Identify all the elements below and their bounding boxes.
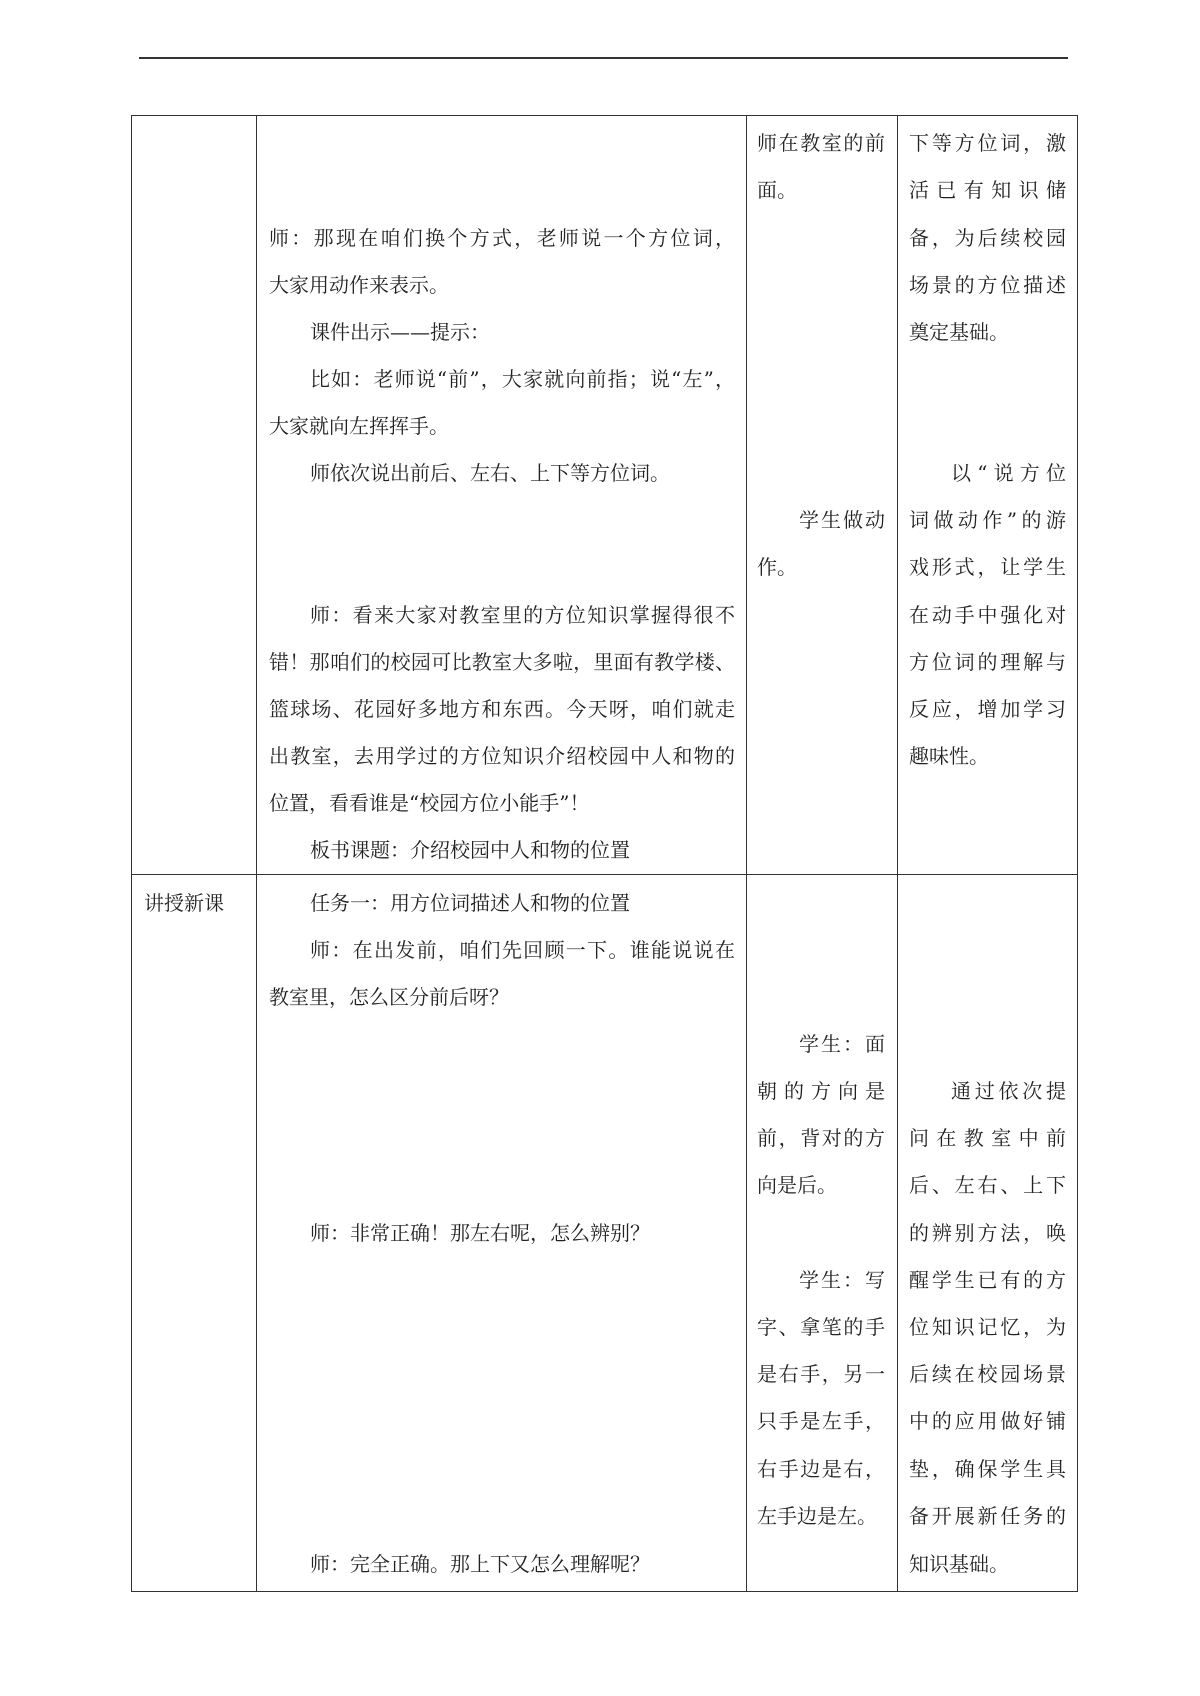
intent-text-line: 反应，增加学习 [909, 697, 1066, 721]
design-intent-cell [898, 116, 1078, 875]
intent-text-line: 在动手中强化对 [909, 603, 1066, 627]
teacher-text-line: 师：完全正确。那上下又怎么理解呢？ [310, 1552, 650, 1576]
intent-text-line: 戏形式，让学生 [909, 555, 1066, 579]
table-row [132, 116, 1078, 875]
teacher-activity-cell [257, 116, 747, 875]
teacher-text-line: 篮球场、花园好多地方和东西。今天呀，咱们就走 [269, 697, 735, 721]
teacher-text-line: 教室里，怎么区分前后呀？ [269, 985, 509, 1009]
intent-text-line: 奠定基础。 [909, 320, 1009, 344]
student-text-line: 学生做动 [799, 508, 885, 532]
intent-text-line: 通过依次提 [951, 1079, 1066, 1103]
intent-text-line: 趣味性。 [909, 744, 989, 768]
student-text-line: 左手边是左。 [757, 1504, 877, 1528]
intent-text-line: 后、左右、上下 [909, 1173, 1066, 1197]
teacher-text-line: 师：那现在咱们换个方式，老师说一个方位词， [269, 226, 735, 250]
stage-cell [132, 116, 257, 875]
intent-text-line: 方位词的理解与 [909, 650, 1066, 674]
teacher-text-line: 任务一：用方位词描述人和物的位置 [310, 891, 630, 915]
intent-text-line: 的辨别方法，唤 [909, 1221, 1066, 1245]
student-text-line: 只手是左手， [757, 1409, 885, 1433]
student-text-line: 字、拿笔的手 [757, 1315, 885, 1339]
intent-text-line: 备开展新任务的 [909, 1504, 1066, 1528]
teacher-text-line: 板书课题：介绍校园中人和物的位置 [310, 838, 630, 862]
student-text-line: 作。 [757, 555, 797, 579]
intent-text-line: 知识基础。 [909, 1552, 1009, 1576]
student-text-line: 学生：写 [799, 1268, 885, 1292]
teacher-text-line: 错！那咱们的校园可比教室大多啦，里面有教学楼、 [269, 650, 735, 674]
teacher-text-line: 比如：老师说“前”，大家就向前指；说“左”， [310, 367, 735, 391]
student-text-line: 向是后。 [757, 1173, 837, 1197]
intent-text-line: 场景的方位描述 [909, 273, 1066, 297]
stage-label: 讲授新课 [144, 891, 224, 915]
table-row [132, 875, 1078, 1592]
teacher-text-line: 位置，看看谁是“校园方位小能手”！ [269, 791, 590, 815]
intent-text-line: 备，为后续校园 [909, 226, 1066, 250]
teacher-text-line: 出教室，去用学过的方位知识介绍校园中人和物的 [269, 744, 735, 768]
intent-text-line: 醒学生已有的方 [909, 1268, 1066, 1292]
intent-text-line: 下等方位词，激 [909, 131, 1066, 155]
intent-text-line: 问在教室中前 [909, 1126, 1066, 1150]
intent-text-line: 垫，确保学生具 [909, 1457, 1066, 1481]
student-text-line: 朝的方向是 [757, 1079, 885, 1103]
student-activity-cell [747, 116, 898, 875]
teacher-activity-cell [257, 875, 747, 1592]
intent-text-line: 以“说方位 [951, 461, 1066, 485]
header-rule [139, 57, 1068, 59]
student-activity-cell [747, 875, 898, 1592]
student-text-line: 右手边是右， [757, 1457, 885, 1481]
stage-cell [132, 875, 257, 1592]
teacher-text-line: 师依次说出前后、左右、上下等方位词。 [310, 461, 670, 485]
lesson-plan-table [131, 115, 1078, 1592]
teacher-text-line: 大家就向左挥挥手。 [269, 414, 449, 438]
intent-text-line: 词做动作”的游 [909, 508, 1066, 532]
teacher-text-line: 课件出示——提示： [310, 320, 490, 344]
student-text-line: 师在教室的前 [757, 131, 885, 155]
student-text-line: 前，背对的方 [757, 1126, 885, 1150]
teacher-text-line: 师：看来大家对教室里的方位知识掌握得很不 [310, 603, 735, 627]
intent-text-line: 后续在校园场景 [909, 1362, 1066, 1386]
student-text-line: 面。 [757, 178, 797, 202]
student-text-line: 学生：面 [799, 1032, 885, 1056]
design-intent-cell [898, 875, 1078, 1592]
teacher-text-line: 师：非常正确！那左右呢，怎么辨别？ [310, 1221, 650, 1245]
intent-text-line: 活已有知识储 [909, 178, 1066, 202]
student-text-line: 是右手，另一 [757, 1362, 885, 1386]
teacher-text-line: 师：在出发前，咱们先回顾一下。谁能说说在 [310, 938, 735, 962]
intent-text-line: 中的应用做好铺 [909, 1409, 1066, 1433]
intent-text-line: 位知识记忆，为 [909, 1315, 1066, 1339]
teacher-text-line: 大家用动作来表示。 [269, 273, 449, 297]
